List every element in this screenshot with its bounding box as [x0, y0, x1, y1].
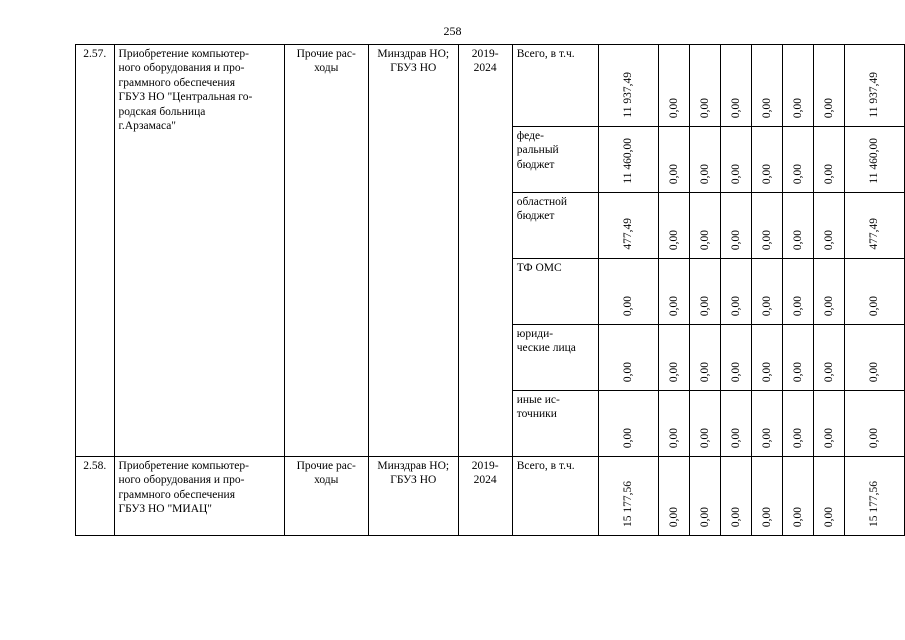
value-text: 0,00 [698, 229, 711, 250]
value-cell [689, 391, 720, 457]
value-text: 0,00 [791, 506, 804, 527]
value-cell [658, 325, 689, 391]
value-text: 0,00 [667, 506, 680, 527]
source-label: ТФ ОМС [512, 259, 598, 325]
value-cell [658, 391, 689, 457]
executor: Минздрав НО; ГБУЗ НО [368, 457, 458, 536]
source-label: юриди- ческие лица [512, 325, 598, 391]
value-cell [720, 457, 751, 536]
value-cell [813, 127, 844, 193]
source-label: феде- ральный бюджет [512, 127, 598, 193]
value-text: 0,00 [667, 295, 680, 316]
value-text: 11 937,49 [622, 72, 635, 118]
value-text: 0,00 [822, 427, 835, 448]
value-text: 0,00 [667, 427, 680, 448]
value-cell [844, 127, 904, 193]
value-cell [720, 45, 751, 127]
value-cell [658, 45, 689, 127]
value-cell [751, 391, 782, 457]
value-text: 0,00 [729, 295, 742, 316]
value-cell [844, 259, 904, 325]
value-cell [782, 325, 813, 391]
value-text: 0,00 [667, 361, 680, 382]
item-name: Приобретение компьютер- ного оборудования и про- граммного обеспечения ГБУЗ НО "МИАЦ" [114, 457, 284, 536]
value-text: 0,00 [791, 163, 804, 184]
value-text: 0,00 [791, 361, 804, 382]
value-text: 0,00 [698, 295, 711, 316]
value-cell [844, 325, 904, 391]
expense-type: Прочие рас- ходы [284, 457, 368, 536]
table-row [76, 457, 905, 536]
value-cell [689, 259, 720, 325]
expense-type: Прочие рас- ходы [284, 45, 368, 457]
value-text: 0,00 [822, 163, 835, 184]
value-cell [813, 391, 844, 457]
value-text: 0,00 [868, 295, 881, 316]
value-text: 477,49 [622, 218, 635, 250]
period: 2019- 2024 [458, 457, 512, 536]
value-cell [782, 391, 813, 457]
value-text: 0,00 [791, 295, 804, 316]
value-text: 0,00 [622, 361, 635, 382]
value-cell [751, 457, 782, 536]
value-text: 0,00 [822, 361, 835, 382]
source-label: Всего, в т.ч. [512, 45, 598, 127]
value-text: 0,00 [698, 97, 711, 118]
value-text: 0,00 [729, 427, 742, 448]
executor: Минздрав НО; ГБУЗ НО [368, 45, 458, 457]
value-cell [720, 259, 751, 325]
value-text: 11 460,00 [868, 138, 881, 184]
value-text: 0,00 [698, 361, 711, 382]
source-label: Всего, в т.ч. [512, 457, 598, 536]
value-cell [658, 127, 689, 193]
value-text: 0,00 [791, 97, 804, 118]
table-row [76, 45, 905, 127]
value-cell [598, 325, 658, 391]
value-cell [720, 325, 751, 391]
value-text: 15 177,56 [622, 481, 635, 527]
value-text: 0,00 [622, 427, 635, 448]
value-cell [782, 259, 813, 325]
value-cell [658, 457, 689, 536]
value-cell [813, 325, 844, 391]
value-cell [689, 325, 720, 391]
value-cell [844, 391, 904, 457]
value-cell [720, 193, 751, 259]
value-cell [751, 127, 782, 193]
value-text: 0,00 [868, 361, 881, 382]
value-cell [720, 391, 751, 457]
value-cell [782, 193, 813, 259]
value-text: 0,00 [698, 427, 711, 448]
value-cell [813, 193, 844, 259]
value-text: 0,00 [760, 163, 773, 184]
value-text: 0,00 [791, 427, 804, 448]
value-cell [720, 127, 751, 193]
value-text: 0,00 [760, 361, 773, 382]
value-cell [844, 457, 904, 536]
value-cell [598, 457, 658, 536]
value-cell [844, 193, 904, 259]
value-text: 0,00 [760, 229, 773, 250]
value-text: 0,00 [729, 97, 742, 118]
value-cell [751, 259, 782, 325]
value-text: 0,00 [822, 229, 835, 250]
value-text: 0,00 [622, 295, 635, 316]
value-cell [844, 45, 904, 127]
item-name: Приобретение компьютер- ного оборудования и про- граммного обеспечения ГБУЗ НО "Центральная го- родская больница г.Арзамаса" [114, 45, 284, 457]
value-text: 0,00 [729, 229, 742, 250]
source-label: областной бюджет [512, 193, 598, 259]
value-cell [813, 259, 844, 325]
value-text: 0,00 [822, 295, 835, 316]
value-text: 11 937,49 [868, 72, 881, 118]
value-cell [782, 127, 813, 193]
value-cell [782, 457, 813, 536]
value-cell [751, 193, 782, 259]
period: 2019- 2024 [458, 45, 512, 457]
value-cell [782, 45, 813, 127]
value-cell [598, 127, 658, 193]
value-cell [751, 45, 782, 127]
value-cell [689, 457, 720, 536]
value-text: 0,00 [760, 506, 773, 527]
value-cell [751, 325, 782, 391]
page-number: 258 [443, 24, 462, 38]
value-text: 0,00 [760, 295, 773, 316]
value-text: 0,00 [729, 506, 742, 527]
value-text: 477,49 [868, 218, 881, 250]
value-cell [689, 45, 720, 127]
value-cell [598, 193, 658, 259]
value-text: 0,00 [791, 229, 804, 250]
value-text: 0,00 [667, 229, 680, 250]
value-text: 0,00 [729, 361, 742, 382]
value-cell [813, 457, 844, 536]
value-cell [598, 45, 658, 127]
value-text: 0,00 [698, 163, 711, 184]
value-text: 15 177,56 [868, 481, 881, 527]
value-cell [598, 391, 658, 457]
value-cell [658, 259, 689, 325]
value-text: 0,00 [868, 427, 881, 448]
value-cell [689, 193, 720, 259]
value-text: 0,00 [822, 506, 835, 527]
value-text: 0,00 [729, 163, 742, 184]
budget-table [75, 44, 905, 536]
item-number: 2.57. [76, 45, 115, 457]
value-text: 0,00 [667, 163, 680, 184]
value-text: 0,00 [760, 427, 773, 448]
value-cell [813, 45, 844, 127]
value-cell [689, 127, 720, 193]
source-label: иные ис- точники [512, 391, 598, 457]
value-text: 0,00 [698, 506, 711, 527]
value-text: 0,00 [760, 97, 773, 118]
value-text: 0,00 [667, 97, 680, 118]
value-cell [598, 259, 658, 325]
value-text: 0,00 [822, 97, 835, 118]
value-cell [658, 193, 689, 259]
item-number: 2.58. [76, 457, 115, 536]
value-text: 11 460,00 [622, 138, 635, 184]
